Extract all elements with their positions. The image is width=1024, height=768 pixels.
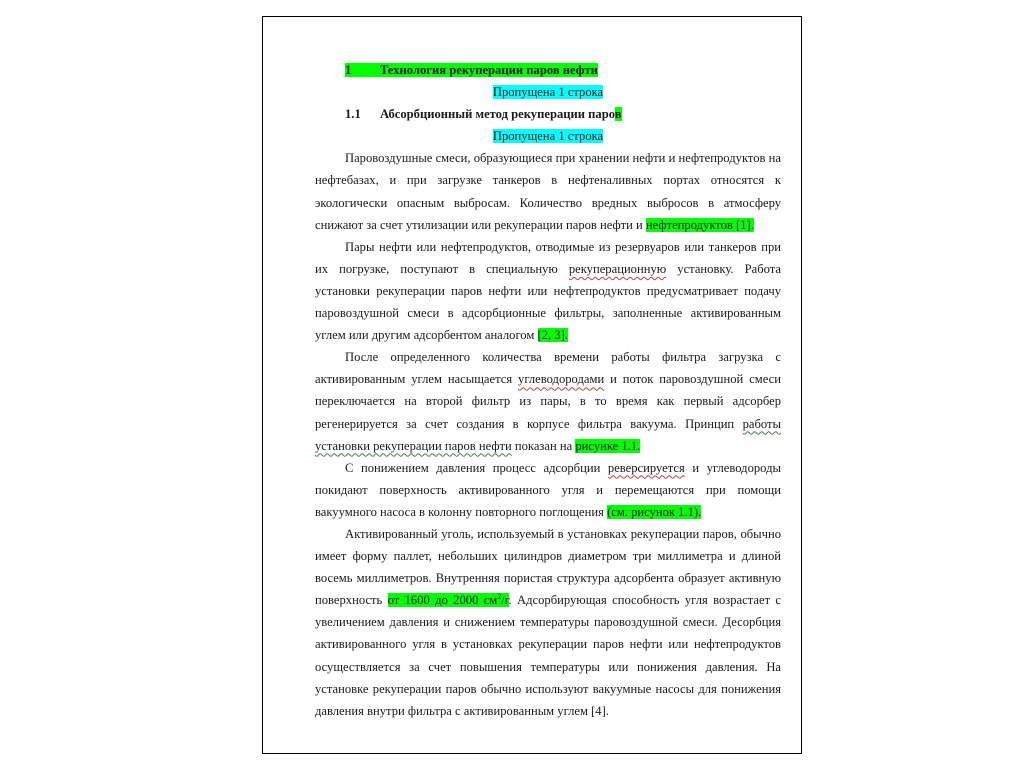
paragraph-2: Пары нефти или нефтепродуктов, отводимые из резервуаров или танкеров при их погрузке, поступают в специальную рекуперационную установку. Работа установки рекуперации паров нефти или нефтепродуктов предусматривает подачу паровоздушной смеси в адсорбционные фильтры, заполненные активированным углем или другим адсорбентом аналогом [2, 3]. (315, 239, 781, 343)
placeholder-line-1: Пропущена 1 строка (492, 85, 604, 100)
heading-2 (315, 103, 781, 125)
spellcheck-word: реверсируется (607, 460, 685, 475)
figure-reference-highlight: рисунке 1.1. (575, 438, 641, 453)
heading-1-number: 1 (345, 63, 352, 77)
paragraph-4: С понижением давления процесс адсорбции реверсируется и углеводороды покидают поверхность активированного угля и перемещаются при помощи вакуумного насоса в колонну повторного поглощения (см. рисунок 1.1). (315, 460, 781, 519)
heading-2-number: 1.1 (345, 107, 361, 122)
figure-reference-highlight: (см. рисунок 1.1). (607, 504, 702, 519)
heading-1 (315, 59, 781, 81)
value-highlight: от 1600 до 2000 $см^2/г$ (387, 592, 509, 608)
paragraph-1: Паровоздушные смеси, образующиеся при хранении нефти и нефтепродуктов на нефтебазах, и при загрузке танкеров в нефтеналивных портах относятся к экологически опасным выбросам. Количество вредных выбросов в атмосферу снижают за счет утилизации или рекуперации паров нефти и нефтепродуктов [1]. (315, 151, 781, 232)
citation-highlight: [2, 3]. (537, 328, 568, 343)
document-page (262, 16, 802, 754)
spellcheck-word: углеводородами (518, 372, 605, 387)
placeholder-line-2: Пропущена 1 строка (492, 129, 604, 144)
grammar-check-phrase: работы установки рекуперации паров нефти (315, 416, 781, 453)
heading-2-title-highlight: в (614, 107, 622, 122)
paragraph-5: Активированный уголь, используемый в установках рекуперации паров, обычно имеет форму паллет, небольших цилиндров диаметром три миллиметра и длиной восемь миллиметров. Внутренняя пористая структура адсорбента образует активную поверхность от 1600 до 2000 $см^2/г$. Адсорбирующая способность угля возрастает с увеличением давления и снижением температуры паровоздушной смеси. Десорбция активированного угля в установках рекуперации паров нефти или нефтепродуктов осуществляется за счет повышения температуры или понижения давления. На установке рекуперации паров обычно используют вакуумные насосы для понижения давления внутри фильтра с активированным углем [4]. (315, 526, 781, 718)
heading-1-title: Технология рекуперации паров нефти (380, 63, 598, 77)
document-body (315, 59, 781, 722)
heading-2-title: Абсорбционный метод рекуперации паро (380, 107, 615, 122)
spellcheck-word: рекуперационную (568, 261, 667, 276)
paragraph-3: После определенного количества времени работы фильтра загрузка с активированным углем насыщается углеводородами и поток паровоздушной смеси переключается на второй фильтр из пары, в то время как первый адсорбер регенерируется за счет создания в корпусе фильтра вакуума. Принцип работы установки рекуперации паров нефти показан на рисунке 1.1. (315, 350, 781, 453)
citation-highlight: нефтепродуктов [1]. (645, 217, 754, 232)
